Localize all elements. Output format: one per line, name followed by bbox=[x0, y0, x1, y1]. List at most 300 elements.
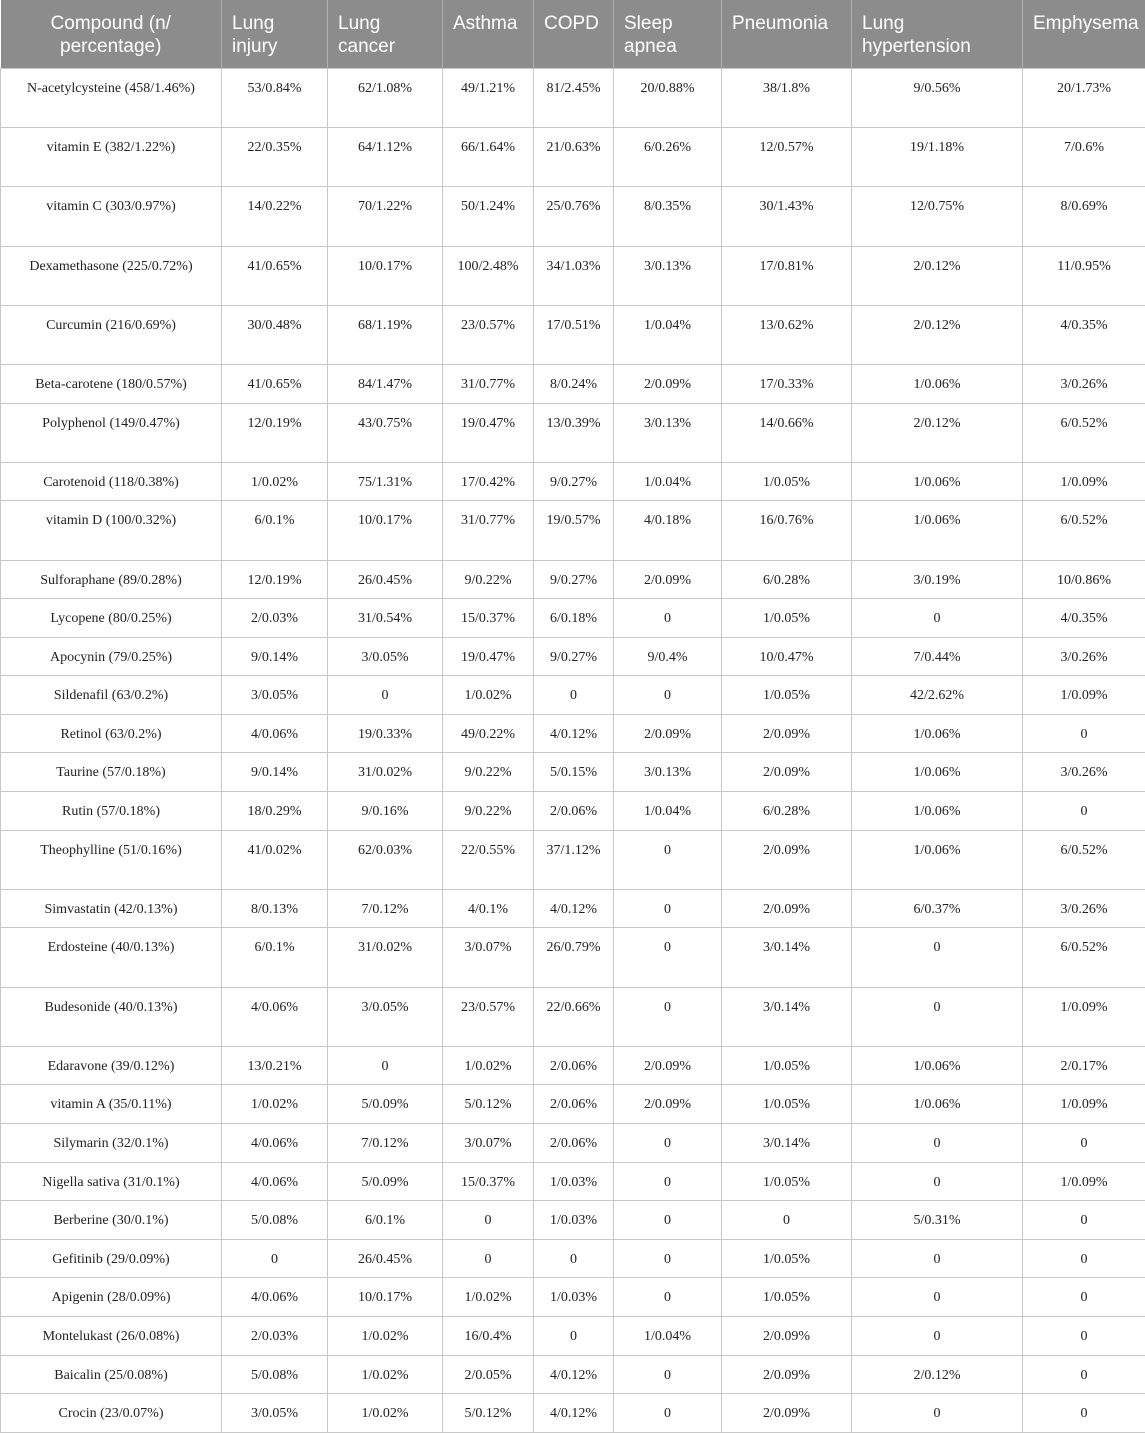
cell-lung-cancer: 5/0.09% bbox=[328, 1085, 443, 1124]
cell-lung-injury: 41/0.02% bbox=[222, 830, 328, 889]
cell-sleep-apnea: 0 bbox=[614, 1201, 722, 1240]
cell-compound: Apocynin (79/0.25%) bbox=[1, 637, 222, 676]
cell-pneumonia: 13/0.62% bbox=[722, 305, 852, 364]
table-row bbox=[1, 69, 1145, 128]
cell-lung-cancer: 31/0.02% bbox=[328, 928, 443, 987]
cell-lung-injury: 1/0.02% bbox=[222, 462, 328, 501]
cell-emphysema: 0 bbox=[1023, 1355, 1145, 1394]
cell-compound: vitamin A (35/0.11%) bbox=[1, 1085, 222, 1124]
cell-asthma: 9/0.22% bbox=[443, 753, 534, 792]
cell-sleep-apnea: 2/0.09% bbox=[614, 560, 722, 599]
cell-emphysema: 10/0.86% bbox=[1023, 560, 1145, 599]
cell-compound: Sulforaphane (89/0.28%) bbox=[1, 560, 222, 599]
cell-pneumonia: 1/0.05% bbox=[722, 1085, 852, 1124]
cell-lung-injury: 12/0.19% bbox=[222, 403, 328, 462]
cell-copd: 13/0.39% bbox=[534, 403, 614, 462]
cell-lung-cancer: 26/0.45% bbox=[328, 1239, 443, 1278]
cell-copd: 34/1.03% bbox=[534, 246, 614, 305]
cell-asthma: 66/1.64% bbox=[443, 128, 534, 187]
cell-copd: 9/0.27% bbox=[534, 637, 614, 676]
cell-compound: Simvastatin (42/0.13%) bbox=[1, 889, 222, 928]
cell-asthma: 0 bbox=[443, 1239, 534, 1278]
cell-compound: Lycopene (80/0.25%) bbox=[1, 599, 222, 638]
cell-pneumonia: 1/0.05% bbox=[722, 462, 852, 501]
table-row bbox=[1, 1355, 1145, 1394]
cell-compound: Silymarin (32/0.1%) bbox=[1, 1124, 222, 1163]
cell-emphysema: 6/0.52% bbox=[1023, 501, 1145, 560]
cell-lung-hypertension: 1/0.06% bbox=[852, 830, 1023, 889]
cell-sleep-apnea: 2/0.09% bbox=[614, 1046, 722, 1085]
cell-asthma: 0 bbox=[443, 1201, 534, 1240]
cell-pneumonia: 1/0.05% bbox=[722, 1239, 852, 1278]
cell-sleep-apnea: 3/0.13% bbox=[614, 753, 722, 792]
cell-compound: Sildenafil (63/0.2%) bbox=[1, 676, 222, 715]
cell-compound: Erdosteine (40/0.13%) bbox=[1, 928, 222, 987]
header-pneumonia: Pneumonia bbox=[722, 0, 852, 69]
cell-lung-injury: 5/0.08% bbox=[222, 1355, 328, 1394]
cell-lung-cancer: 1/0.02% bbox=[328, 1316, 443, 1355]
cell-emphysema: 0 bbox=[1023, 714, 1145, 753]
cell-lung-hypertension: 12/0.75% bbox=[852, 187, 1023, 246]
cell-lung-cancer: 0 bbox=[328, 676, 443, 715]
cell-lung-hypertension: 2/0.12% bbox=[852, 246, 1023, 305]
cell-sleep-apnea: 0 bbox=[614, 1239, 722, 1278]
cell-lung-hypertension: 6/0.37% bbox=[852, 889, 1023, 928]
cell-pneumonia: 1/0.05% bbox=[722, 1278, 852, 1317]
cell-lung-injury: 53/0.84% bbox=[222, 69, 328, 128]
cell-compound: Nigella sativa (31/0.1%) bbox=[1, 1162, 222, 1201]
cell-lung-hypertension: 1/0.06% bbox=[852, 462, 1023, 501]
cell-copd: 9/0.27% bbox=[534, 560, 614, 599]
cell-lung-injury: 4/0.06% bbox=[222, 987, 328, 1046]
cell-compound: Rutin (57/0.18%) bbox=[1, 792, 222, 831]
cell-emphysema: 1/0.09% bbox=[1023, 462, 1145, 501]
cell-pneumonia: 2/0.09% bbox=[722, 1316, 852, 1355]
cell-asthma: 1/0.02% bbox=[443, 1278, 534, 1317]
cell-compound: vitamin D (100/0.32%) bbox=[1, 501, 222, 560]
cell-emphysema: 1/0.09% bbox=[1023, 1085, 1145, 1124]
cell-asthma: 3/0.07% bbox=[443, 928, 534, 987]
cell-lung-injury: 2/0.03% bbox=[222, 1316, 328, 1355]
cell-pneumonia: 1/0.05% bbox=[722, 676, 852, 715]
cell-lung-hypertension: 0 bbox=[852, 1394, 1023, 1433]
table-row bbox=[1, 987, 1145, 1046]
cell-asthma: 5/0.12% bbox=[443, 1394, 534, 1433]
cell-sleep-apnea: 0 bbox=[614, 1124, 722, 1163]
cell-pneumonia: 17/0.81% bbox=[722, 246, 852, 305]
table-row bbox=[1, 1162, 1145, 1201]
cell-sleep-apnea: 2/0.09% bbox=[614, 1085, 722, 1124]
cell-copd: 22/0.66% bbox=[534, 987, 614, 1046]
cell-compound: Retinol (63/0.2%) bbox=[1, 714, 222, 753]
cell-asthma: 9/0.22% bbox=[443, 792, 534, 831]
cell-lung-cancer: 43/0.75% bbox=[328, 403, 443, 462]
table-row bbox=[1, 1316, 1145, 1355]
cell-sleep-apnea: 9/0.4% bbox=[614, 637, 722, 676]
cell-compound: Berberine (30/0.1%) bbox=[1, 1201, 222, 1240]
cell-pneumonia: 3/0.14% bbox=[722, 928, 852, 987]
header-lung-cancer: Lung cancer bbox=[328, 0, 443, 69]
cell-sleep-apnea: 0 bbox=[614, 987, 722, 1046]
table-row bbox=[1, 187, 1145, 246]
cell-lung-cancer: 64/1.12% bbox=[328, 128, 443, 187]
cell-copd: 4/0.12% bbox=[534, 889, 614, 928]
cell-lung-hypertension: 1/0.06% bbox=[852, 501, 1023, 560]
cell-emphysema: 0 bbox=[1023, 1124, 1145, 1163]
cell-copd: 0 bbox=[534, 1316, 614, 1355]
table-row bbox=[1, 792, 1145, 831]
cell-pneumonia: 2/0.09% bbox=[722, 753, 852, 792]
table-row bbox=[1, 560, 1145, 599]
cell-asthma: 15/0.37% bbox=[443, 599, 534, 638]
cell-asthma: 100/2.48% bbox=[443, 246, 534, 305]
cell-copd: 2/0.06% bbox=[534, 1046, 614, 1085]
header-compound: Compound (n/ percentage) bbox=[1, 0, 222, 69]
cell-asthma: 31/0.77% bbox=[443, 364, 534, 403]
cell-lung-injury: 18/0.29% bbox=[222, 792, 328, 831]
cell-lung-injury: 9/0.14% bbox=[222, 753, 328, 792]
cell-copd: 1/0.03% bbox=[534, 1162, 614, 1201]
cell-lung-hypertension: 5/0.31% bbox=[852, 1201, 1023, 1240]
cell-lung-cancer: 84/1.47% bbox=[328, 364, 443, 403]
cell-lung-hypertension: 0 bbox=[852, 928, 1023, 987]
cell-compound: Dexamethasone (225/0.72%) bbox=[1, 246, 222, 305]
cell-lung-cancer: 7/0.12% bbox=[328, 1124, 443, 1163]
cell-sleep-apnea: 1/0.04% bbox=[614, 792, 722, 831]
cell-asthma: 1/0.02% bbox=[443, 676, 534, 715]
cell-copd: 81/2.45% bbox=[534, 69, 614, 128]
cell-lung-injury: 5/0.08% bbox=[222, 1201, 328, 1240]
table-row bbox=[1, 599, 1145, 638]
table-row bbox=[1, 403, 1145, 462]
cell-lung-hypertension: 42/2.62% bbox=[852, 676, 1023, 715]
cell-emphysema: 6/0.52% bbox=[1023, 928, 1145, 987]
cell-copd: 5/0.15% bbox=[534, 753, 614, 792]
cell-emphysema: 0 bbox=[1023, 1201, 1145, 1240]
cell-pneumonia: 16/0.76% bbox=[722, 501, 852, 560]
cell-copd: 19/0.57% bbox=[534, 501, 614, 560]
cell-compound: Theophylline (51/0.16%) bbox=[1, 830, 222, 889]
table-row bbox=[1, 928, 1145, 987]
cell-asthma: 3/0.07% bbox=[443, 1124, 534, 1163]
cell-emphysema: 4/0.35% bbox=[1023, 599, 1145, 638]
cell-emphysema: 6/0.52% bbox=[1023, 403, 1145, 462]
cell-lung-cancer: 1/0.02% bbox=[328, 1394, 443, 1433]
cell-lung-injury: 9/0.14% bbox=[222, 637, 328, 676]
cell-asthma: 19/0.47% bbox=[443, 403, 534, 462]
table-row bbox=[1, 462, 1145, 501]
cell-lung-injury: 0 bbox=[222, 1239, 328, 1278]
cell-lung-hypertension: 3/0.19% bbox=[852, 560, 1023, 599]
table-row bbox=[1, 501, 1145, 560]
cell-compound: Taurine (57/0.18%) bbox=[1, 753, 222, 792]
cell-asthma: 15/0.37% bbox=[443, 1162, 534, 1201]
cell-lung-injury: 41/0.65% bbox=[222, 364, 328, 403]
cell-asthma: 9/0.22% bbox=[443, 560, 534, 599]
cell-lung-injury: 3/0.05% bbox=[222, 1394, 328, 1433]
header-lung-injury: Lung injury bbox=[222, 0, 328, 69]
cell-sleep-apnea: 1/0.04% bbox=[614, 462, 722, 501]
cell-copd: 26/0.79% bbox=[534, 928, 614, 987]
cell-copd: 6/0.18% bbox=[534, 599, 614, 638]
cell-compound: Carotenoid (118/0.38%) bbox=[1, 462, 222, 501]
cell-pneumonia: 3/0.14% bbox=[722, 1124, 852, 1163]
cell-lung-hypertension: 2/0.12% bbox=[852, 1355, 1023, 1394]
cell-sleep-apnea: 0 bbox=[614, 928, 722, 987]
header-emphysema: Emphysema bbox=[1023, 0, 1145, 69]
header-copd: COPD bbox=[534, 0, 614, 69]
cell-pneumonia: 2/0.09% bbox=[722, 1355, 852, 1394]
cell-emphysema: 1/0.09% bbox=[1023, 676, 1145, 715]
cell-lung-cancer: 31/0.02% bbox=[328, 753, 443, 792]
cell-pneumonia: 2/0.09% bbox=[722, 889, 852, 928]
cell-lung-cancer: 10/0.17% bbox=[328, 1278, 443, 1317]
cell-lung-cancer: 19/0.33% bbox=[328, 714, 443, 753]
cell-lung-hypertension: 9/0.56% bbox=[852, 69, 1023, 128]
cell-pneumonia: 10/0.47% bbox=[722, 637, 852, 676]
table-row bbox=[1, 1046, 1145, 1085]
cell-lung-injury: 13/0.21% bbox=[222, 1046, 328, 1085]
cell-lung-cancer: 0 bbox=[328, 1046, 443, 1085]
cell-lung-hypertension: 0 bbox=[852, 987, 1023, 1046]
cell-lung-hypertension: 1/0.06% bbox=[852, 792, 1023, 831]
cell-lung-injury: 1/0.02% bbox=[222, 1085, 328, 1124]
cell-emphysema: 1/0.09% bbox=[1023, 1162, 1145, 1201]
cell-lung-injury: 8/0.13% bbox=[222, 889, 328, 928]
cell-pneumonia: 1/0.05% bbox=[722, 1046, 852, 1085]
cell-lung-injury: 22/0.35% bbox=[222, 128, 328, 187]
cell-lung-hypertension: 0 bbox=[852, 1162, 1023, 1201]
cell-lung-hypertension: 7/0.44% bbox=[852, 637, 1023, 676]
table-row bbox=[1, 1394, 1145, 1433]
cell-lung-injury: 2/0.03% bbox=[222, 599, 328, 638]
header-row bbox=[1, 0, 1145, 69]
cell-asthma: 23/0.57% bbox=[443, 987, 534, 1046]
cell-pneumonia: 2/0.09% bbox=[722, 1394, 852, 1433]
cell-emphysema: 11/0.95% bbox=[1023, 246, 1145, 305]
cell-lung-cancer: 3/0.05% bbox=[328, 987, 443, 1046]
cell-compound: Curcumin (216/0.69%) bbox=[1, 305, 222, 364]
cell-lung-injury: 3/0.05% bbox=[222, 676, 328, 715]
cell-emphysema: 7/0.6% bbox=[1023, 128, 1145, 187]
table-row bbox=[1, 1085, 1145, 1124]
cell-lung-cancer: 62/1.08% bbox=[328, 69, 443, 128]
cell-asthma: 4/0.1% bbox=[443, 889, 534, 928]
cell-lung-cancer: 62/0.03% bbox=[328, 830, 443, 889]
cell-compound: Apigenin (28/0.09%) bbox=[1, 1278, 222, 1317]
cell-pneumonia: 6/0.28% bbox=[722, 560, 852, 599]
table-row bbox=[1, 305, 1145, 364]
cell-sleep-apnea: 1/0.04% bbox=[614, 1316, 722, 1355]
table-row bbox=[1, 1239, 1145, 1278]
cell-lung-hypertension: 2/0.12% bbox=[852, 403, 1023, 462]
cell-sleep-apnea: 1/0.04% bbox=[614, 305, 722, 364]
table-row bbox=[1, 753, 1145, 792]
cell-compound: Edaravone (39/0.12%) bbox=[1, 1046, 222, 1085]
cell-lung-injury: 14/0.22% bbox=[222, 187, 328, 246]
cell-asthma: 17/0.42% bbox=[443, 462, 534, 501]
cell-lung-hypertension: 1/0.06% bbox=[852, 1046, 1023, 1085]
table-body bbox=[1, 69, 1145, 1433]
cell-emphysema: 6/0.52% bbox=[1023, 830, 1145, 889]
cell-lung-cancer: 75/1.31% bbox=[328, 462, 443, 501]
cell-lung-injury: 12/0.19% bbox=[222, 560, 328, 599]
cell-lung-hypertension: 0 bbox=[852, 1239, 1023, 1278]
cell-compound: Montelukast (26/0.08%) bbox=[1, 1316, 222, 1355]
cell-copd: 1/0.03% bbox=[534, 1201, 614, 1240]
cell-lung-cancer: 26/0.45% bbox=[328, 560, 443, 599]
header-sleep-apnea: Sleep apnea bbox=[614, 0, 722, 69]
cell-lung-injury: 30/0.48% bbox=[222, 305, 328, 364]
cell-emphysema: 0 bbox=[1023, 1278, 1145, 1317]
cell-lung-cancer: 6/0.1% bbox=[328, 1201, 443, 1240]
cell-lung-hypertension: 19/1.18% bbox=[852, 128, 1023, 187]
table-row bbox=[1, 889, 1145, 928]
cell-compound: Budesonide (40/0.13%) bbox=[1, 987, 222, 1046]
cell-sleep-apnea: 3/0.13% bbox=[614, 246, 722, 305]
cell-lung-injury: 4/0.06% bbox=[222, 1278, 328, 1317]
cell-lung-cancer: 7/0.12% bbox=[328, 889, 443, 928]
cell-pneumonia: 0 bbox=[722, 1201, 852, 1240]
cell-emphysema: 3/0.26% bbox=[1023, 753, 1145, 792]
cell-pneumonia: 2/0.09% bbox=[722, 714, 852, 753]
cell-asthma: 49/1.21% bbox=[443, 69, 534, 128]
cell-pneumonia: 3/0.14% bbox=[722, 987, 852, 1046]
cell-lung-injury: 4/0.06% bbox=[222, 1162, 328, 1201]
cell-copd: 0 bbox=[534, 1239, 614, 1278]
table-row bbox=[1, 1278, 1145, 1317]
cell-lung-hypertension: 2/0.12% bbox=[852, 305, 1023, 364]
cell-sleep-apnea: 0 bbox=[614, 830, 722, 889]
cell-sleep-apnea: 6/0.26% bbox=[614, 128, 722, 187]
cell-asthma: 19/0.47% bbox=[443, 637, 534, 676]
cell-sleep-apnea: 0 bbox=[614, 676, 722, 715]
cell-copd: 2/0.06% bbox=[534, 792, 614, 831]
cell-pneumonia: 6/0.28% bbox=[722, 792, 852, 831]
cell-compound: Beta-carotene (180/0.57%) bbox=[1, 364, 222, 403]
cell-emphysema: 3/0.26% bbox=[1023, 889, 1145, 928]
cell-pneumonia: 38/1.8% bbox=[722, 69, 852, 128]
cell-copd: 1/0.03% bbox=[534, 1278, 614, 1317]
cell-lung-hypertension: 0 bbox=[852, 1316, 1023, 1355]
cell-copd: 17/0.51% bbox=[534, 305, 614, 364]
cell-emphysema: 3/0.26% bbox=[1023, 637, 1145, 676]
table-row bbox=[1, 676, 1145, 715]
cell-sleep-apnea: 2/0.09% bbox=[614, 714, 722, 753]
cell-sleep-apnea: 8/0.35% bbox=[614, 187, 722, 246]
cell-sleep-apnea: 0 bbox=[614, 1394, 722, 1433]
cell-emphysema: 0 bbox=[1023, 1239, 1145, 1278]
cell-sleep-apnea: 2/0.09% bbox=[614, 364, 722, 403]
cell-copd: 9/0.27% bbox=[534, 462, 614, 501]
cell-lung-cancer: 9/0.16% bbox=[328, 792, 443, 831]
cell-emphysema: 3/0.26% bbox=[1023, 364, 1145, 403]
table-row bbox=[1, 637, 1145, 676]
cell-asthma: 31/0.77% bbox=[443, 501, 534, 560]
cell-emphysema: 2/0.17% bbox=[1023, 1046, 1145, 1085]
cell-compound: N-acetylcysteine (458/1.46%) bbox=[1, 69, 222, 128]
cell-lung-cancer: 31/0.54% bbox=[328, 599, 443, 638]
cell-emphysema: 0 bbox=[1023, 1316, 1145, 1355]
cell-asthma: 50/1.24% bbox=[443, 187, 534, 246]
cell-pneumonia: 12/0.57% bbox=[722, 128, 852, 187]
cell-emphysema: 0 bbox=[1023, 1394, 1145, 1433]
cell-sleep-apnea: 3/0.13% bbox=[614, 403, 722, 462]
cell-lung-injury: 6/0.1% bbox=[222, 501, 328, 560]
cell-asthma: 16/0.4% bbox=[443, 1316, 534, 1355]
table-row bbox=[1, 246, 1145, 305]
table-row bbox=[1, 1124, 1145, 1163]
cell-lung-cancer: 10/0.17% bbox=[328, 501, 443, 560]
cell-asthma: 23/0.57% bbox=[443, 305, 534, 364]
cell-sleep-apnea: 20/0.88% bbox=[614, 69, 722, 128]
cell-asthma: 5/0.12% bbox=[443, 1085, 534, 1124]
cell-compound: Polyphenol (149/0.47%) bbox=[1, 403, 222, 462]
cell-pneumonia: 1/0.05% bbox=[722, 1162, 852, 1201]
cell-compound: Crocin (23/0.07%) bbox=[1, 1394, 222, 1433]
cell-sleep-apnea: 0 bbox=[614, 1355, 722, 1394]
table-row bbox=[1, 830, 1145, 889]
table-row bbox=[1, 714, 1145, 753]
cell-emphysema: 20/1.73% bbox=[1023, 69, 1145, 128]
cell-sleep-apnea: 4/0.18% bbox=[614, 501, 722, 560]
cell-lung-injury: 4/0.06% bbox=[222, 714, 328, 753]
cell-emphysema: 8/0.69% bbox=[1023, 187, 1145, 246]
cell-compound: Baicalin (25/0.08%) bbox=[1, 1355, 222, 1394]
cell-lung-hypertension: 1/0.06% bbox=[852, 1085, 1023, 1124]
cell-lung-cancer: 10/0.17% bbox=[328, 246, 443, 305]
cell-lung-hypertension: 1/0.06% bbox=[852, 753, 1023, 792]
cell-asthma: 49/0.22% bbox=[443, 714, 534, 753]
cell-asthma: 1/0.02% bbox=[443, 1046, 534, 1085]
cell-asthma: 2/0.05% bbox=[443, 1355, 534, 1394]
cell-emphysema: 4/0.35% bbox=[1023, 305, 1145, 364]
cell-lung-injury: 4/0.06% bbox=[222, 1124, 328, 1163]
cell-lung-injury: 6/0.1% bbox=[222, 928, 328, 987]
table-row bbox=[1, 128, 1145, 187]
cell-copd: 0 bbox=[534, 676, 614, 715]
cell-sleep-apnea: 0 bbox=[614, 889, 722, 928]
cell-lung-injury: 41/0.65% bbox=[222, 246, 328, 305]
cell-copd: 4/0.12% bbox=[534, 714, 614, 753]
table-row bbox=[1, 364, 1145, 403]
cell-pneumonia: 17/0.33% bbox=[722, 364, 852, 403]
header-asthma: Asthma bbox=[443, 0, 534, 69]
cell-sleep-apnea: 0 bbox=[614, 1278, 722, 1317]
cell-pneumonia: 14/0.66% bbox=[722, 403, 852, 462]
header-lung-hypertension: Lung hypertension bbox=[852, 0, 1023, 69]
cell-pneumonia: 30/1.43% bbox=[722, 187, 852, 246]
cell-lung-hypertension: 0 bbox=[852, 1278, 1023, 1317]
cell-pneumonia: 1/0.05% bbox=[722, 599, 852, 638]
cell-copd: 4/0.12% bbox=[534, 1355, 614, 1394]
cell-sleep-apnea: 0 bbox=[614, 1162, 722, 1201]
cell-lung-hypertension: 1/0.06% bbox=[852, 714, 1023, 753]
cell-copd: 25/0.76% bbox=[534, 187, 614, 246]
cell-copd: 37/1.12% bbox=[534, 830, 614, 889]
cell-lung-cancer: 68/1.19% bbox=[328, 305, 443, 364]
cell-lung-cancer: 3/0.05% bbox=[328, 637, 443, 676]
cell-lung-hypertension: 1/0.06% bbox=[852, 364, 1023, 403]
cell-emphysema: 0 bbox=[1023, 792, 1145, 831]
cell-asthma: 22/0.55% bbox=[443, 830, 534, 889]
cell-sleep-apnea: 0 bbox=[614, 599, 722, 638]
cell-lung-cancer: 70/1.22% bbox=[328, 187, 443, 246]
cell-lung-cancer: 5/0.09% bbox=[328, 1162, 443, 1201]
cell-emphysema: 1/0.09% bbox=[1023, 987, 1145, 1046]
cell-lung-hypertension: 0 bbox=[852, 1124, 1023, 1163]
cell-copd: 21/0.63% bbox=[534, 128, 614, 187]
